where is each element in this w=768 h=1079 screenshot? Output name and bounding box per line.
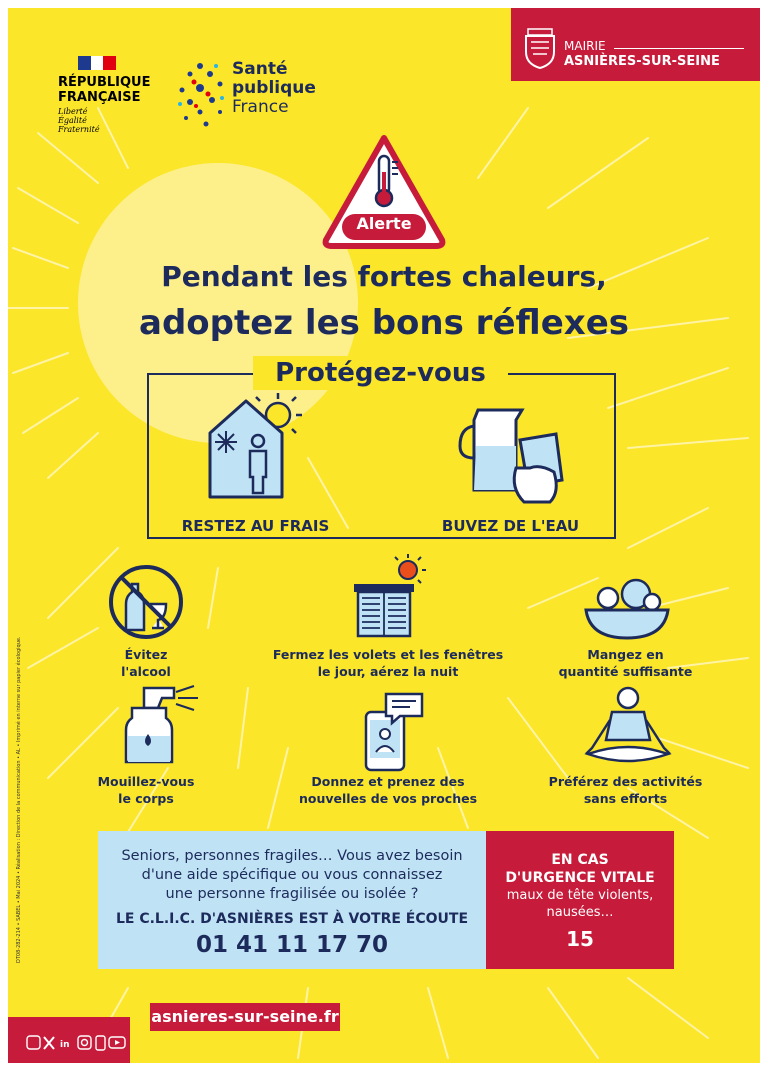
tip-news [278, 773, 498, 807]
emergency-line3: maux de tête violents, [506, 888, 654, 903]
social-icons [26, 1035, 126, 1051]
tip-alcohol-line2: l'alcool [121, 664, 171, 679]
house-cool-icon [206, 391, 306, 501]
tip-shutters-line1: Fermez les volets et les fenêtres [272, 647, 504, 662]
clic-line1: Seniors, personnes fragiles… Vous avez besoin [121, 848, 463, 864]
protect-item-cool: RESTEZ AU FRAIS [181, 517, 330, 535]
tip-eat-line1: Mangez en [587, 647, 664, 662]
tip-news-line1: Donnez et prenez des [311, 774, 465, 789]
emergency-line2: D'URGENCE VITALE [505, 870, 655, 886]
sante-publique-text [232, 60, 316, 117]
poster [8, 8, 760, 1063]
tip-alcohol-line1: Évitez [124, 647, 168, 662]
phone-message-icon [356, 692, 426, 772]
food-bowl-icon [582, 576, 672, 642]
mairie-city-name: ASNIÈRES-SUR-SEINE [564, 54, 720, 69]
mairie-divider [614, 48, 744, 49]
tip-rest [533, 773, 718, 807]
tip-wet-line1: Mouillez-vous [97, 774, 195, 789]
sante-line3: France [232, 97, 289, 117]
spray-bottle-icon [120, 684, 200, 766]
facebook-icon [27, 1036, 40, 1049]
emergency-box [486, 831, 674, 969]
city-crest-icon [523, 28, 557, 70]
clic-phone-number[interactable]: 01 41 11 17 70 [195, 932, 389, 958]
mairie-label: MAIRIE [564, 39, 606, 53]
protect-heading: Protégez-vous [253, 356, 508, 390]
protect-item-water: BUVEZ DE L'EAU [441, 517, 580, 535]
snowflake-icon [215, 431, 237, 453]
motto-egalite: Égalité [58, 116, 87, 125]
tip-eat [538, 646, 713, 680]
alert-label: Alerte [356, 214, 412, 233]
no-alcohol-icon [106, 562, 186, 642]
instagram-icon [78, 1036, 91, 1049]
sante-line1: Santé [232, 59, 288, 79]
clic-line2: d'une aide spécifique ou vous connaissez [141, 867, 443, 883]
sante-publique-france-logo [176, 59, 316, 136]
x-icon [44, 1037, 54, 1049]
title-line1: Pendant les fortes chaleurs, [161, 260, 607, 293]
tip-rest-line2: sans efforts [583, 791, 668, 806]
closed-shutters-icon [348, 554, 433, 640]
tip-eat-line2: quantité suffisante [558, 664, 693, 679]
republique-francaise-logo [58, 56, 151, 134]
meditation-person-icon [582, 684, 672, 770]
french-flag-icon [78, 56, 116, 70]
sante-line2: publique [232, 78, 316, 98]
website-link[interactable]: asnieres-sur-seine.fr [150, 1003, 340, 1031]
emergency-symptoms [486, 887, 674, 921]
tip-wet [86, 773, 206, 807]
tip-rest-line1: Préférez des activités [548, 774, 703, 789]
print-credits: DT08-282-214 • SABEL • Mai 2024 • Réalisation : Direction de la communication • AL • Imprimé en interne sur papier écologique. [16, 636, 22, 963]
title-line2: adoptez les bons réflexes [139, 303, 629, 343]
phone-icon [96, 1036, 105, 1050]
republique-line2: FRANÇAISE [58, 90, 141, 105]
emergency-number[interactable]: 15 [566, 927, 594, 951]
mairie-banner [511, 8, 760, 81]
clic-line3: une personne fragilisée ou isolée ? [165, 886, 419, 902]
water-jug-glass-icon [458, 396, 568, 506]
emergency-line1: EN CAS [551, 852, 609, 868]
tip-wet-line2: le corps [118, 791, 174, 806]
motto-fraternite: Fraternité [58, 125, 100, 134]
clic-info-box [98, 831, 486, 969]
republique-line1: RÉPUBLIQUE [58, 75, 151, 90]
clic-text [98, 847, 486, 904]
tip-alcohol [96, 646, 196, 680]
sante-publique-dots-icon [176, 60, 228, 132]
motto-liberte: Liberté [58, 107, 88, 116]
emergency-line4: nausées… [546, 905, 614, 920]
clic-heading: LE C.L.I.C. D'ASNIÈRES EST À VOTRE ÉCOUTE [115, 911, 469, 927]
linkedin-icon: in [60, 1040, 70, 1050]
tip-news-line2: nouvelles de vos proches [298, 791, 478, 806]
emergency-heading [486, 851, 674, 887]
tip-shutters [248, 646, 528, 680]
tip-shutters-line2: le jour, aérez la nuit [317, 664, 459, 679]
social-bar [8, 1017, 130, 1063]
